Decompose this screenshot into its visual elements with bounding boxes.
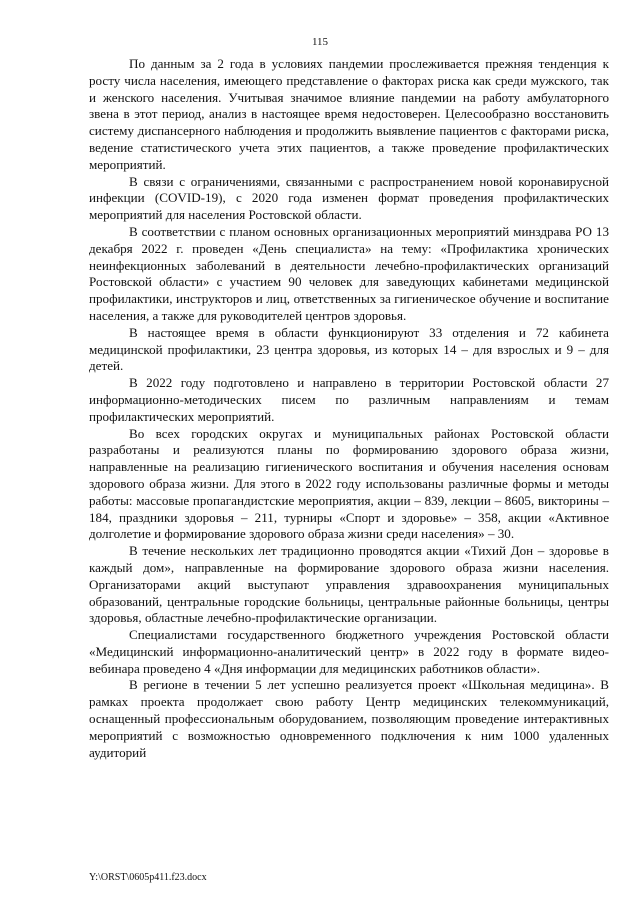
paragraph: В регионе в течении 5 лет успешно реализуется проект «Школьная медицина». В рамках проекта продолжает свою работу Центр медицинских телекоммуникаций, оснащенный профессиональным оборудованием, позволяющим проведение интерактивных мероприятий с возможностью одновременного подключения к ним 1000 удаленных аудиторий: [89, 677, 609, 760]
file-path-footer: Y:\ORST\0605p411.f23.docx: [89, 872, 207, 883]
paragraph: По данным за 2 года в условиях пандемии прослеживается прежняя тенденция к росту числа населения, имеющего представление о факторах риска как среди мужского, так и женского населения. Учитывая значимое влияние пандемии на работу амбулаторного звена в этот период, анализ в настоящее время недостоверен. Целесообразно восстановить систему диспансерного наблюдения и продолжить выявление пациентов с факторами риска, ведение статистического учета этих пациентов, а также проведение профилактических мероприятий.: [89, 56, 609, 172]
document-body: [89, 56, 609, 761]
page-number: 115: [311, 36, 329, 48]
paragraph: Специалистами государственного бюджетного учреждения Ростовской области «Медицинский информационно-аналитический центр» в 2022 году в формате видео-вебинара проведено 4 «Дня информации для медицинских работников области».: [89, 627, 609, 676]
paragraph: В связи с ограничениями, связанными с распространением новой коронавирусной инфекции (COVID-19), с 2020 года изменен формат проведения профилактических мероприятий для населения Ростовской области.: [89, 173, 609, 223]
paragraph: В настоящее время в области функционируют 33 отделения и 72 кабинета медицинской профилактики, 23 центра здоровья, из которых 14 – для взрослых и 9 – для детей.: [89, 324, 609, 374]
paragraph: В 2022 году подготовлено и направлено в территории Ростовской области 27 информационно-методических писем по различным направлениям и темам профилактических мероприятий.: [89, 375, 609, 424]
paragraph: Во всех городских округах и муниципальных районах Ростовской области разработаны и реализуются планы по формированию здорового образа жизни, направленные на реализацию гигиенического воспитания и обучения населения основам здорового образа жизни. Для этого в 2022 году использованы различные формы и методы работы: массовые пропагандистские мероприятия, акции – 839, лекции – 8605, викторины – 184, праздники здоровья – 211, турниры «Спорт и здоровье» – 358, акции «Активное долголетие и формирование здорового образа жизни среди населения» – 30.: [89, 425, 609, 542]
paragraph: В течение нескольких лет традиционно проводятся акции «Тихий Дон – здоровье в каждый дом», направленные на формирование здорового образа жизни населения. Организаторами акций выступают управления здравоохранения муниципальных образований, центральные городские больницы, центральные районные больницы, центры здоровья, областные лечебно-профилактические организации.: [89, 543, 609, 626]
paragraph: В соответствии с планом основных организационных мероприятий минздрава РО 13 декабря 2022 г. проведен «День специалиста» на тему: «Профилактика хронических неинфекционных заболеваний в деятельности лечебно-профилактических организаций Ростовской области» с участием 90 человек для заведующих кабинетами медицинской профилактики, инструкторов и лиц, ответственных за гигиеническое обучение и воспитание населения, а также для руководителей центров здоровья.: [89, 223, 609, 323]
